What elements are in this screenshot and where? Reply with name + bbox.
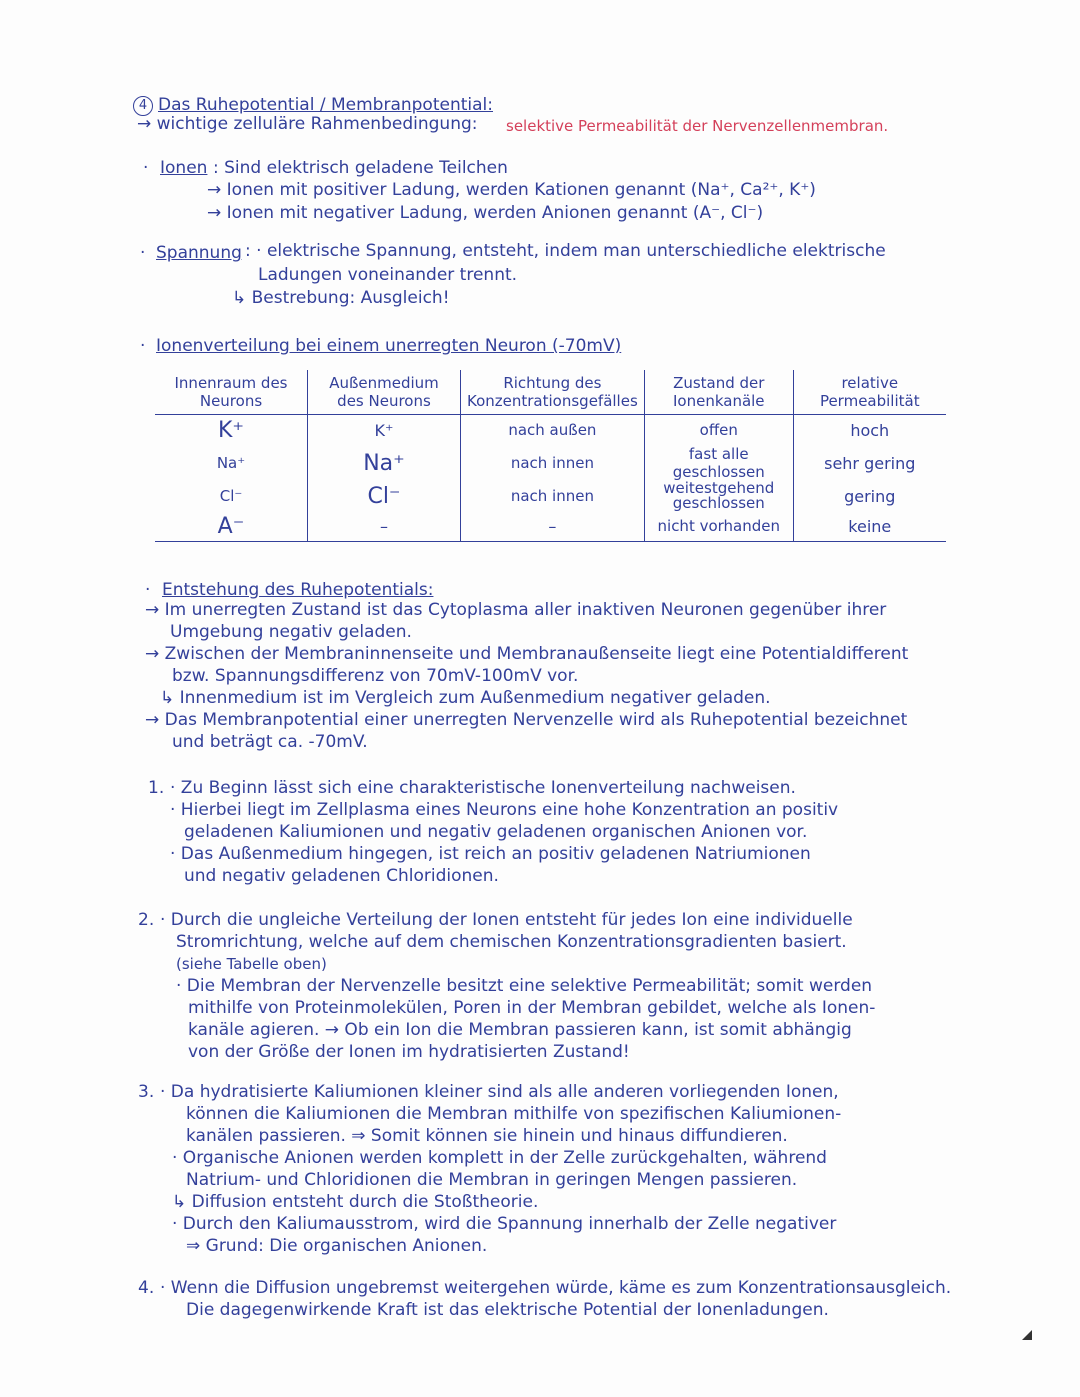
step-line: ↳ Diffusion entsteht durch die Stoßtheorie. — [172, 1192, 539, 1212]
step-line: Stromrichtung, welche auf dem chemischen Konzentrationsgradienten basiert. — [176, 932, 847, 952]
table-cell: nach innen — [461, 481, 645, 511]
step-line: · Durch die ungleiche Verteilung der Ionen entsteht für jedes Ion eine individuelle — [160, 910, 853, 930]
table-row — [155, 445, 946, 481]
table-row — [155, 481, 946, 511]
entstehung-line: bzw. Spannungsdifferenz von 70mV-100mV vor. — [172, 666, 579, 686]
step-line: · Zu Beginn lässt sich eine charakteristische Ionenverteilung nachweisen. — [170, 778, 796, 798]
col-header-aussenmedium: Außenmedium des Neurons — [308, 370, 461, 415]
table-row — [155, 511, 946, 542]
step-number: 1. — [148, 778, 165, 798]
entstehung-line: → Zwischen der Membraninnenseite und Membranaußenseite liegt eine Potentialdifferent — [145, 644, 909, 664]
col-header-richtung: Richtung des Konzentrationsgefälles — [461, 370, 645, 415]
step-line: von der Größe der Ionen im hydratisierten Zustand! — [188, 1042, 630, 1062]
table-row — [155, 415, 946, 446]
intro-highlight: selektive Permeabilität der Nervenzellenmembran. — [506, 117, 889, 135]
entstehung-line: → Das Membranpotential einer unerregten Nervenzelle wird als Ruhepotential bezeichnet — [145, 710, 908, 730]
table-cell: Cl⁻ — [155, 481, 308, 511]
step-line: ⇒ Grund: Die organischen Anionen. — [186, 1236, 488, 1256]
step-line: · Durch den Kaliumausstrom, wird die Spannung innerhalb der Zelle negativer — [172, 1214, 837, 1234]
spannung-line-2: Ladungen voneinander trennt. — [258, 265, 518, 285]
bullet: · — [143, 158, 149, 178]
entstehung-line: ↳ Innenmedium ist im Vergleich zum Außenmedium negativer geladen. — [160, 688, 771, 708]
table-cell: keine — [793, 511, 946, 542]
step-line: Die dagegenwirkende Kraft ist das elektrische Potential der Ionenladungen. — [186, 1300, 829, 1320]
entstehung-heading: Entstehung des Ruhepotentials: — [162, 580, 434, 600]
ionen-anionen-line: → Ionen mit negativer Ladung, werden Anionen genannt (A⁻, Cl⁻) — [207, 203, 764, 223]
table-cell: gering — [844, 486, 896, 506]
table-heading: Ionenverteilung bei einem unerregten Neuron (-70mV) — [156, 336, 622, 356]
col-header-permeabilitaet: relative Permeabilität — [793, 370, 946, 415]
step-number: 2. — [138, 910, 155, 930]
table-cell: K⁺ — [155, 415, 308, 446]
table-cell: K⁺ — [308, 415, 461, 446]
col-header-innenraum: Innenraum des Neurons — [155, 370, 308, 415]
ionen-definition: : Sind elektrisch geladene Teilchen — [213, 158, 508, 178]
table-cell: fast alle geschlossen — [644, 445, 793, 481]
table-cell: nach innen — [461, 445, 645, 481]
entstehung-line: → Im unerregten Zustand ist das Cytoplasma aller inaktiven Neuronen gegenüber ihrer — [145, 600, 887, 620]
table-cell: weitestgehend geschlossen — [644, 481, 793, 511]
spannung-line-1: : · elektrische Spannung, entsteht, indem man unterschiedliche elektrische — [245, 241, 886, 261]
table-cell: A⁻ — [155, 511, 308, 542]
table-cell: nicht vorhanden — [644, 511, 793, 542]
table-cell: Na⁺ — [308, 445, 461, 481]
step-line: kanälen passieren. ⇒ Somit können sie hinein und hinaus diffundieren. — [186, 1126, 788, 1146]
spannung-line-3: ↳ Bestrebung: Ausgleich! — [232, 288, 450, 308]
table-cell: hoch — [850, 420, 890, 440]
table-cell: Cl⁻ — [308, 481, 461, 511]
entstehung-line: und beträgt ca. -70mV. — [172, 732, 368, 752]
step-line: · Hierbei liegt im Zellplasma eines Neurons eine hohe Konzentration an positiv — [170, 800, 839, 820]
step-line: können die Kaliumionen die Membran mithilfe von spezifischen Kaliumionen- — [186, 1104, 842, 1124]
table-cell: nach außen — [461, 415, 645, 446]
bullet: · — [140, 243, 146, 263]
col-header-zustand: Zustand der Ionenkanäle — [644, 370, 793, 415]
ion-distribution-table — [155, 370, 946, 542]
step-line: · Wenn die Diffusion ungebremst weitergehen würde, käme es zum Konzentrationsausgleich. — [160, 1278, 952, 1298]
spannung-term: Spannung — [156, 243, 242, 263]
step-line: · Organische Anionen werden komplett in der Zelle zurückgehalten, während — [172, 1148, 827, 1168]
step-line: geladenen Kaliumionen und negativ geladenen organischen Anionen vor. — [184, 822, 808, 842]
step-line: · Das Außenmedium hingegen, ist reich an positiv geladenen Natriumionen — [170, 844, 811, 864]
table-cell: – — [308, 511, 461, 542]
section-number-badge: 4 — [133, 96, 153, 116]
step-line: · Da hydratisierte Kaliumionen kleiner sind als alle anderen vorliegenden Ionen, — [160, 1082, 839, 1102]
entstehung-line: Umgebung negativ geladen. — [170, 622, 412, 642]
step-line: · Die Membran der Nervenzelle besitzt eine selektive Permeabilität; somit werden — [176, 976, 873, 996]
table-cell: offen — [644, 415, 793, 446]
table-cell: sehr gering — [824, 453, 916, 473]
page-corner-mark — [1022, 1330, 1032, 1340]
table-cell: Na⁺ — [155, 445, 308, 481]
bullet: · — [145, 580, 151, 600]
ionen-term: Ionen — [160, 158, 208, 178]
bullet: · — [140, 336, 146, 356]
table-cell: – — [461, 511, 645, 542]
step-number: 4. — [138, 1278, 155, 1298]
step-line: Natrium- und Chloridionen die Membran in geringen Mengen passieren. — [186, 1170, 798, 1190]
ionen-kationen-line: → Ionen mit positiver Ladung, werden Kationen genannt (Na⁺, Ca²⁺, K⁺) — [207, 180, 816, 200]
step-number: 3. — [138, 1082, 155, 1102]
step-line: (siehe Tabelle oben) — [176, 955, 327, 973]
step-line: und negativ geladenen Chloridionen. — [184, 866, 499, 886]
step-line: kanäle agieren. → Ob ein Ion die Membran passieren kann, ist somit abhängig — [188, 1020, 852, 1040]
table-header-row — [155, 370, 946, 415]
section-title: Das Ruhepotential / Membranpotential: — [158, 95, 493, 115]
intro-prefix: → wichtige zelluläre Rahmenbedingung: — [137, 114, 478, 134]
step-line: mithilfe von Proteinmolekülen, Poren in der Membran gebildet, welche als Ionen- — [188, 998, 876, 1018]
